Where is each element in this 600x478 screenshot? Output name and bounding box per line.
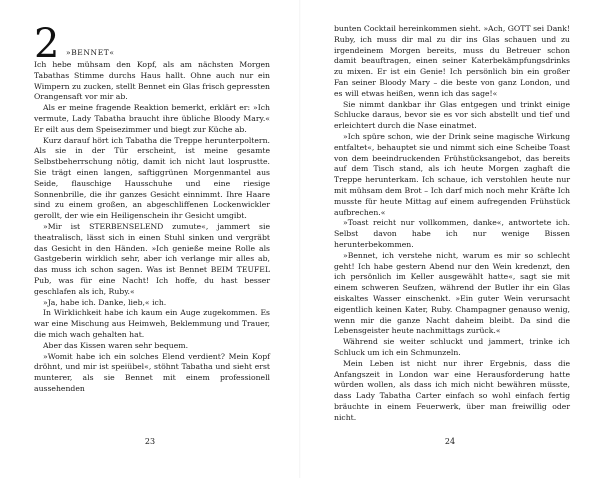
paragraph: »Ich spüre schon, wie der Drink seine magische Wirkung entfaltet«, behauptet sie und nimmt sich eine Scheibe Toast von dem beeindruckenden Frühstücksangebot, das bereits auf dem Tisch stand, als ich heute Morgen zaghaft die Treppe herunterkam. Ich schaue, ich verstohlen heute nur mit mühsam dem Brot – Ich darf mich noch mehr Kräfte Ich musste für heute Mittag auf einem aufregenden Frühstück aufbrechen.« [334,131,570,217]
paragraph: »Ja, habe ich. Danke, lieb,« ich. [43,297,167,307]
paragraph: »Womit habe ich ein solches Elend verdient? Mein Kopf dröhnt, und mir ist speiübel«, stöhnt Tabatha und sieht erst munterer, als sie Bennet mit einem professionell aussehenden [34,351,270,393]
paragraph: »Mir ist STERBENSELEND zumute«, jammert sie theatralisch, lässt sich in einen Stuhl sinken und vergräbt das Gesicht in den Händen. »Ich genieße meine Rolle als Gastgeberin wirklich sehr, aber ich verlange mir alles ab, das muss ich schon sagen. Was ist Bennet BEIM TEUFEL Pub, was für eine Nacht! Ich hoffe, du hast besser geschlafen als ich, Ruby.« [34,221,270,296]
page-number: 24 [444,437,456,446]
right-page [300,0,600,478]
paragraph: Während sie weiter schluckt und jammert, trinke ich Schluck um ich ein Schmunzeln. [334,337,570,357]
chapter-title: »BENNET« [66,48,115,57]
page-number: 23 [144,437,156,446]
left-page-text [34,60,270,395]
chapter-number: 2 [34,21,60,67]
paragraph: Kurz darauf hört ich Tabatha die Treppe herunterpoltern. Als sie in der Tür erscheint, ist meine gesamte Selbstbeherrschung nötig, damit ich nicht laut losprustte. Sie trägt einen langen, saftiggrünen Morgenmantel aus Seide, flauschige Hausschuhe und eine riesige Sonnenbrille, die ihr ganzes Gesicht einnimmt. Ihre Haare sind zu einem großen, an abgeschliffenen Lockenwickler gerollt, der wie ein Heiligenschein ihr Gesicht umgibt. [34,135,270,221]
paragraph: Mein Leben ist nicht nur ihrer Ergebnis, dass die Anfangszeit in London war eine Herausforderung hatte würden wollen, als dass ich mich nicht bewähren müsste, dass Lady Tabatha Carter einfach so wohl einfach fertig bräuchte in einem Feuerwerk, über man freiwillig oder nicht. [334,358,570,422]
paragraph: Ich hebe mühsam den Kopf, als am nächsten Morgen Tabathas Stimme durchs Haus hallt. Ohne auch nur ein Wimpern zu zucken, stellt Bennet ein Glas frisch gepressten Orangensaft vor mir ab. [34,60,270,102]
paragraph: Aber das Kissen waren sehr bequem. [43,340,189,350]
paragraph: Als er meine fragende Reaktion bemerkt, erklärt er: »Ich vermute, Lady Tabatha braucht ihre übliche Bloody Mary.« Er eilt aus dem Speisezimmer und biegt zur Küche ab. [34,103,270,134]
paragraph: »Toast reicht nur vollkommen, danke«, antwortete ich. Selbst davon habe ich nur wenige Bissen herunterbekommen. [334,218,570,249]
paragraph: In Wirklichkeit habe ich kaum ein Auge zugekommen. Es war eine Mischung aus Heimweh, Beklemmung und Trauer, die mich wach gehalten hat. [34,308,270,339]
paragraph: »Bennet, ich verstehe nicht, warum es mir so schlecht geht! Ich habe gestern Abend nur den Wein kredenzt, den ich persönlich im Keller ausgewählt hatte«, sagt sie mit einem schweren Seufzen, während der Butler ihr ein Glas eiskaltes Wasser einschenkt. »Ein guter Wein verursacht eigentlich keinen Kater, Ruby. Champagner genauso wenig, wenn mir die ganze Nacht daheim bleibt. Da sind die Lebensgeister heute nachmittags zurück.« [334,250,570,336]
right-page-text [334,24,570,423]
paragraph: Sie nimmt dankbar ihr Glas entgegen und trinkt einige Schlucke daraus, bevor sie es vor sich abstellt und tief und erleichtert durch die Nase einatmet. [334,99,570,131]
paragraph: bunten Cocktail hereinkommen sieht. »Ach, GOTT sei Dank! Ruby, ich muss dir mal zu dir ins Glas schauen und zu irgendeinem Morgen bereits, muss du Betreuer schon damit beauftragen, einen seiner Katerbekämpfungsdrinks zu mixen. Er ist ein Genie! Ich persönlich bin ein großer Fan seiner Bloody Mary – die beste von ganz London, und es will etwas heißen, wenn ich das sage!« [334,24,570,98]
